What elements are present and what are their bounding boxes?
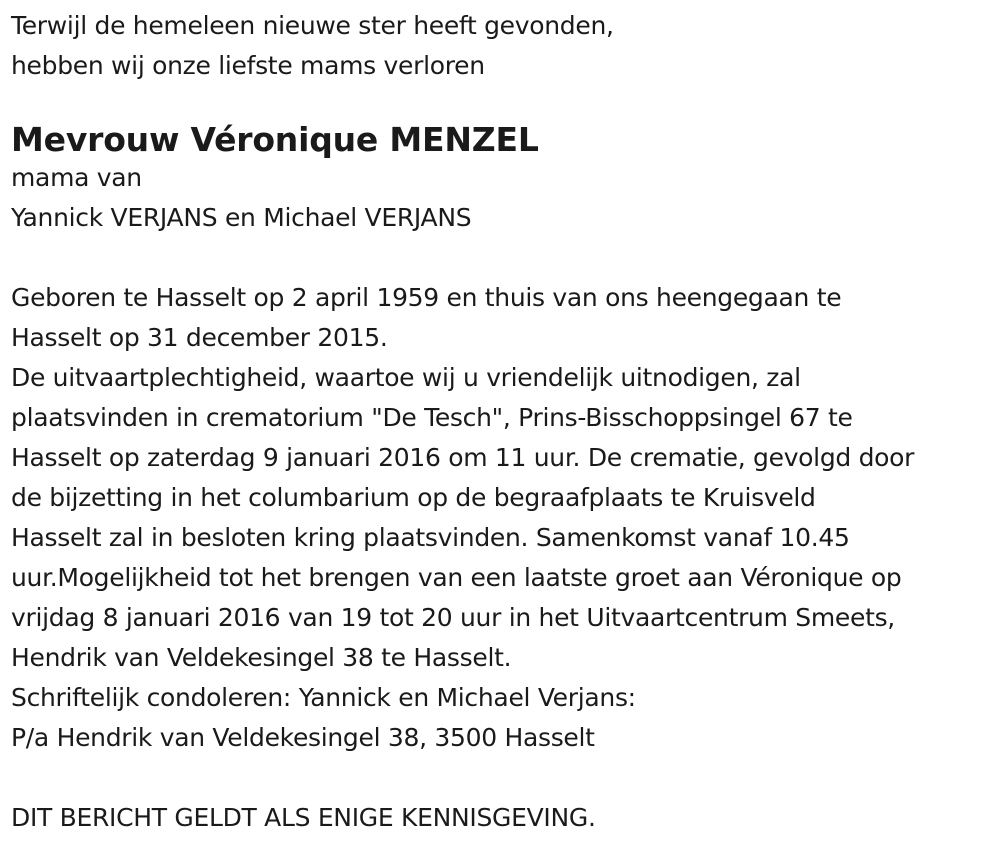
notice-body xyxy=(11,278,996,758)
obituary-notice xyxy=(11,0,996,838)
intro-verse xyxy=(11,6,996,86)
intro-line: Terwijl de hemeleen nieuwe ster heeft gevonden, xyxy=(11,11,614,40)
spacer xyxy=(11,238,996,278)
body-line: de bijzetting in het columbarium op de begraafplaats te Kruisveld xyxy=(11,483,816,512)
spacer xyxy=(11,758,996,798)
body-line: vrijdag 8 januari 2016 van 19 tot 20 uur in het Uitvaartcentrum Smeets, xyxy=(11,603,895,632)
body-line: P/a Hendrik van Veldekesingel 38, 3500 Hasselt xyxy=(11,723,595,752)
body-line: Schriftelijk condoleren: Yannick en Michael Verjans: xyxy=(11,683,636,712)
body-line: Hendrik van Veldekesingel 38 te Hasselt. xyxy=(11,643,512,672)
intro-line: hebben wij onze liefste mams verloren xyxy=(11,51,485,80)
body-line: Geboren te Hasselt op 2 april 1959 en thuis van ons heengegaan te xyxy=(11,283,842,312)
body-line: Hasselt op zaterdag 9 januari 2016 om 11 uur. De crematie, gevolgd door xyxy=(11,443,915,472)
body-line: De uitvaartplechtigheid, waartoe wij u vriendelijk uitnodigen, zal xyxy=(11,363,801,392)
body-line: Hasselt op 31 december 2015. xyxy=(11,323,388,352)
body-line: plaatsvinden in crematorium "De Tesch", Prins-Bisschoppsingel 67 te xyxy=(11,403,853,432)
deceased-name: Mevrouw Véronique MENZEL xyxy=(11,120,539,159)
children-names: Yannick VERJANS en Michael VERJANS xyxy=(11,203,472,232)
relation-label: mama van xyxy=(11,163,142,192)
body-line: uur.Mogelijkheid tot het brengen van een laatste groet aan Véronique op xyxy=(11,563,902,592)
closing-statement: DIT BERICHT GELDT ALS ENIGE KENNISGEVING. xyxy=(11,803,596,832)
body-line: Hasselt zal in besloten kring plaatsvinden. Samenkomst vanaf 10.45 xyxy=(11,523,850,552)
